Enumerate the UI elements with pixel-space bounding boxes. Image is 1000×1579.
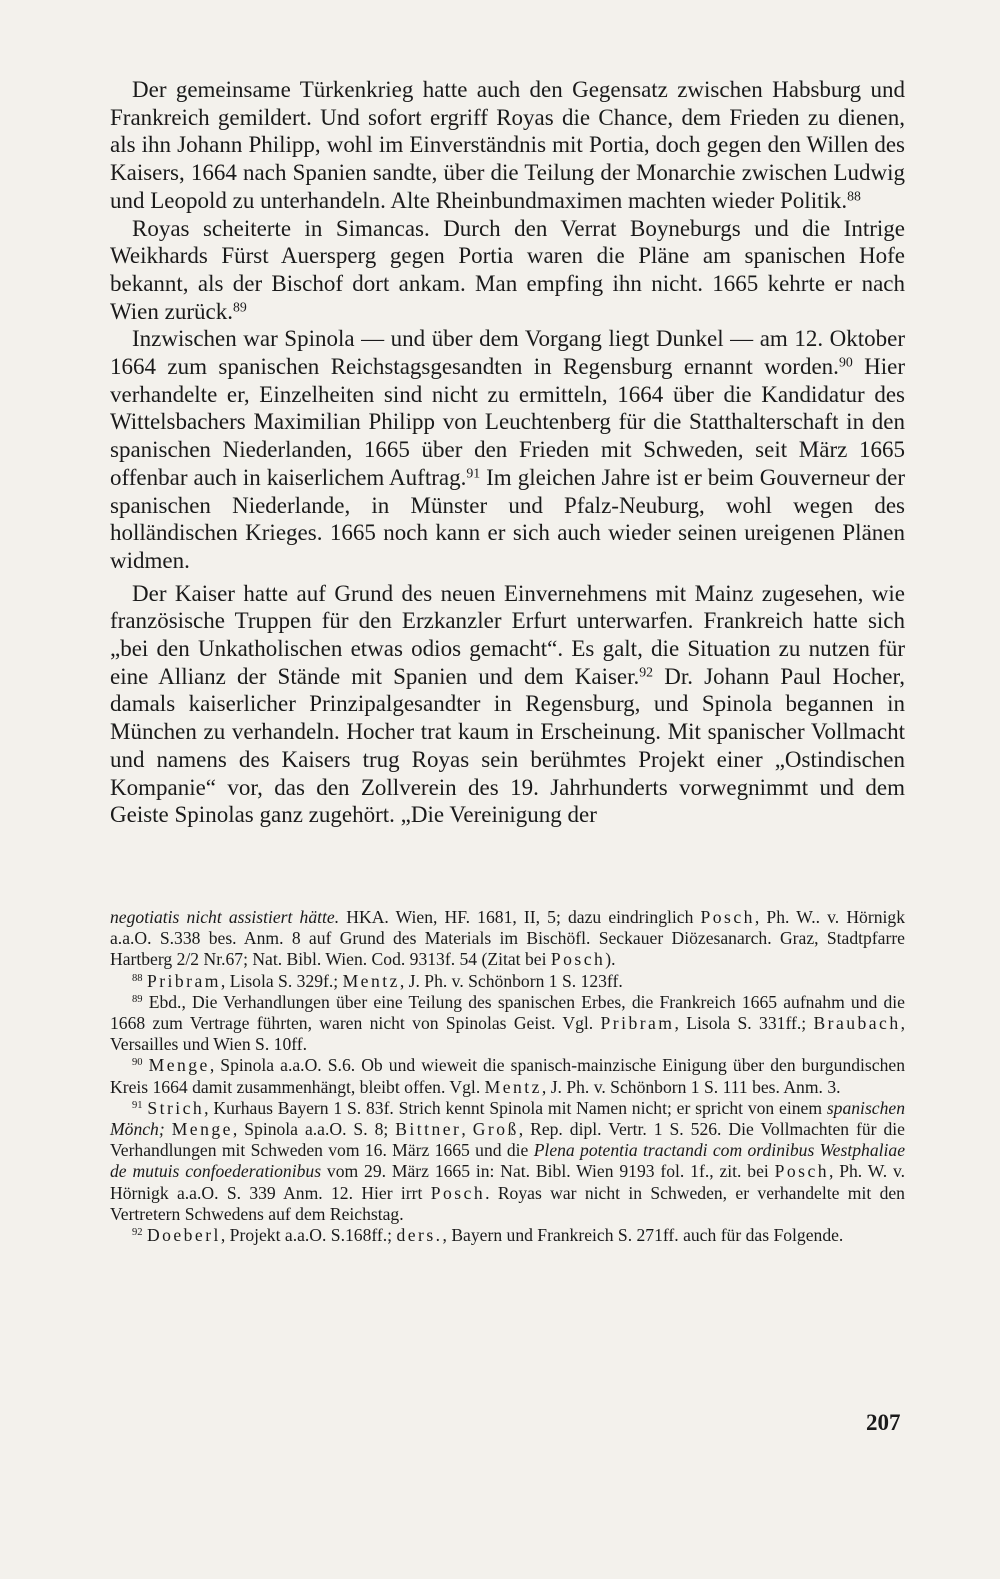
footnote-text: , bbox=[461, 1119, 473, 1140]
footnote-text: , Versailles und Wien S. 10ff. bbox=[110, 1013, 905, 1055]
author-name: Groß bbox=[472, 1119, 519, 1140]
paragraph-text: Der gemeinsame Türkenkrieg hatte auch den Gegensatz zwischen Habsburg und Frankreich gemildert. Und sofort ergriff Royas die Chance, dem Frieden zu dienen, als ihn Johann Philipp, wohl im Einverständnis mit Portia, doch gegen den Willen des Kaisers, 1664 nach Spanien sandte, über die Teilung der Monarchie zwischen Ludwig und Leopold zu unterhandeln. Alte Rheinbundmaximen machten wieder Politik. bbox=[110, 77, 905, 213]
author-name: Mentz bbox=[484, 1076, 542, 1097]
footnote-text: HKA. Wien, HF. 1681, II, 5; dazu eindringlich bbox=[339, 907, 701, 927]
footnote-89 bbox=[110, 992, 905, 1056]
author-name: Strich bbox=[147, 1097, 205, 1118]
footnote-text: , J. Ph. v. Schönborn 1 S. 123ff. bbox=[399, 970, 623, 991]
footnote-ref: 91 bbox=[466, 465, 481, 481]
author-name: Pribram bbox=[600, 1013, 675, 1034]
footnote-90 bbox=[110, 1055, 905, 1097]
paragraph-text: Im gleichen Jahre ist er beim Gouverneur der spanischen Niederlande, in Münster und Pfalz-Neuburg, wohl wegen des holländischen Krieges. 1665 noch kann er sich auch wieder seinen ureigenen Plänen widmen. bbox=[110, 464, 905, 573]
author-name: Doeberl bbox=[146, 1225, 221, 1246]
author-name: Posch bbox=[700, 907, 755, 927]
footnote-text: , Kurhaus Bayern 1 S. 83f. Strich kennt Spinola mit Namen nicht; er spricht von einem bbox=[204, 1097, 827, 1118]
footnote-text: , Spinola a.a.O. S.6. Ob und wieweit die spanisch-mainzische Einigung über den burgundischen Kreis 1664 damit zusammenhängt, bleibt offen. Vgl. bbox=[110, 1055, 905, 1097]
italic-text: spanischen Mönch; bbox=[110, 1097, 905, 1140]
footnote-text: ). bbox=[605, 949, 616, 970]
footnote-continued bbox=[110, 907, 905, 971]
author-name: Menge bbox=[148, 1055, 210, 1076]
footnote-text: , Lisola S. 329f.; bbox=[220, 970, 343, 991]
page-number: 207 bbox=[866, 1410, 901, 1435]
paragraph-text: Royas scheiterte in Simancas. Durch den Verrat Boyneburgs und die Intrige Weikhards Fürst Auersperg gegen Portia waren die Pläne am spanischen Hofe bekannt, als der Bischof dort ankam. Man empfing ihn nicht. 1665 kehrte er nach Wien zurück. bbox=[110, 215, 905, 324]
footnote-text: , Projekt a.a.O. S.168ff.; bbox=[220, 1225, 397, 1246]
footnotes bbox=[110, 907, 905, 1246]
footnote-text: , Ph. W. v. Hörnigk a.a.O. S. 339 Anm. 12. Hier irrt bbox=[110, 1161, 906, 1203]
author-name: Posch bbox=[430, 1182, 486, 1203]
paragraph-text: Hier verhandelte er, Einzelheiten sind nicht zu ermitteln, 1664 über die Kandidatur des Wittelsbachers Maximilian Philipp von Leuchtenberg für die Statthalterschaft in den spanischen Niederlanden, 1665 über den Frieden mit Schweden, seit März 1665 offenbar auch in kaiserlichem Auftrag. bbox=[110, 354, 905, 490]
author-name: Menge bbox=[171, 1119, 233, 1140]
footnote-ref: 92 bbox=[639, 664, 654, 680]
footnote-text: , Ph. W.. v. Hörnigk a.a.O. S.338 bes. Anm. 8 auf Grund des Materials im Bischöfl. Seckauer Diözesanarch. Graz, Stadtpfarre Hartberg 2/2 Nr.67; Nat. Bibl. Wien. Cod. 9313f. 54 (Zitat bei bbox=[110, 907, 905, 970]
footnote-text: , Bayern und Frankreich S. 271ff. auch für das Folgende. bbox=[442, 1225, 844, 1246]
author-name: Mentz bbox=[342, 970, 400, 991]
paragraph-text: Dr. Johann Paul Hocher, damals kaiserlicher Prinzipalgesandter in Regensburg, und Spinola begannen in München zu verhandeln. Hocher trat kaum in Erscheinung. Mit spanischer Vollmacht und namens des Kaisers trug Royas sein berühmtes Projekt einer „Ostindischen Kompanie“ vor, das den Zollverein des 19. Jahrhunderts vorwegnimmt und dem Geiste Spinolas ganz zugehört. „Die Vereinigung der bbox=[110, 663, 905, 828]
author-name: ders. bbox=[396, 1225, 443, 1246]
paragraph-text: Inzwischen war Spinola — und über dem Vorgang liegt Dunkel — am 12. Oktober 1664 zum spanischen Reichstagsgesandten in Regensburg ernannt worden. bbox=[110, 326, 905, 380]
main-text bbox=[110, 76, 905, 829]
footnote-text: , Lisola S. 331ff.; bbox=[674, 1013, 814, 1034]
footnote-number: 90 bbox=[132, 1057, 143, 1069]
footnote-text: Ebd., Die Verhandlungen über eine Teilung des spanischen Erbes, die Frankreich 1665 aufnahm und die 1668 zum Vertrage führten, waren nicht von Spinolas Geist. Vgl. bbox=[110, 991, 905, 1034]
paragraph bbox=[110, 76, 905, 215]
footnote-number: 91 bbox=[132, 1100, 143, 1112]
footnote-text: , Spinola a.a.O. S. 8; bbox=[232, 1119, 396, 1140]
italic-text: negotiatis nicht assistiert hätte. bbox=[110, 907, 340, 927]
footnote-ref: 88 bbox=[847, 188, 861, 204]
footnote-88 bbox=[110, 971, 905, 992]
author-name: Pribram bbox=[146, 970, 221, 991]
footnote-text: vom 29. März 1665 in: Nat. Bibl. Wien 9193 fol. 1f., zit. bei bbox=[321, 1161, 775, 1182]
footnote-number: 88 bbox=[132, 972, 143, 984]
author-name: Posch bbox=[774, 1161, 829, 1182]
author-name: Bittner bbox=[395, 1119, 462, 1140]
footnote-text: , J. Ph. v. Schönborn 1 S. 111 bes. Anm. 3. bbox=[541, 1076, 841, 1097]
paragraph bbox=[110, 325, 905, 574]
footnote-ref: 90 bbox=[838, 354, 853, 370]
paragraph bbox=[110, 215, 905, 326]
paragraph bbox=[110, 580, 905, 829]
footnote-ref: 89 bbox=[232, 299, 247, 315]
author-name: Braubach bbox=[813, 1013, 901, 1034]
footnote-number: 89 bbox=[132, 994, 143, 1006]
footnote-91 bbox=[110, 1098, 905, 1225]
author-name: Posch bbox=[550, 949, 606, 970]
footnote-number: 92 bbox=[132, 1227, 143, 1239]
italic-text: Plena potentia tractandi com ordinibus Westphaliae de mutuis confoederationibus bbox=[110, 1140, 905, 1182]
footnote-text: , Rep. dipl. Vertr. 1 S. 526. Die Vollmachten für die Verhandlungen mit Schweden vom 16. März 1665 und die bbox=[110, 1119, 905, 1161]
footnote-92 bbox=[110, 1225, 905, 1246]
paragraph-text: Der Kaiser hatte auf Grund des neuen Einvernehmens mit Mainz zugesehen, wie französische Truppen für den Erzkanzler Erfurt unterwarfen. Frankreich hatte sich „bei den Unkatholischen etwas odios gemacht“. Es galt, die Situation zu nutzen für eine Allianz der Stände mit Spanien und dem Kaiser. bbox=[110, 580, 905, 689]
footnote-text: . Royas war nicht in Schweden, er verhandelte mit den Vertretern Schwedens auf dem Reichstag. bbox=[110, 1182, 905, 1224]
